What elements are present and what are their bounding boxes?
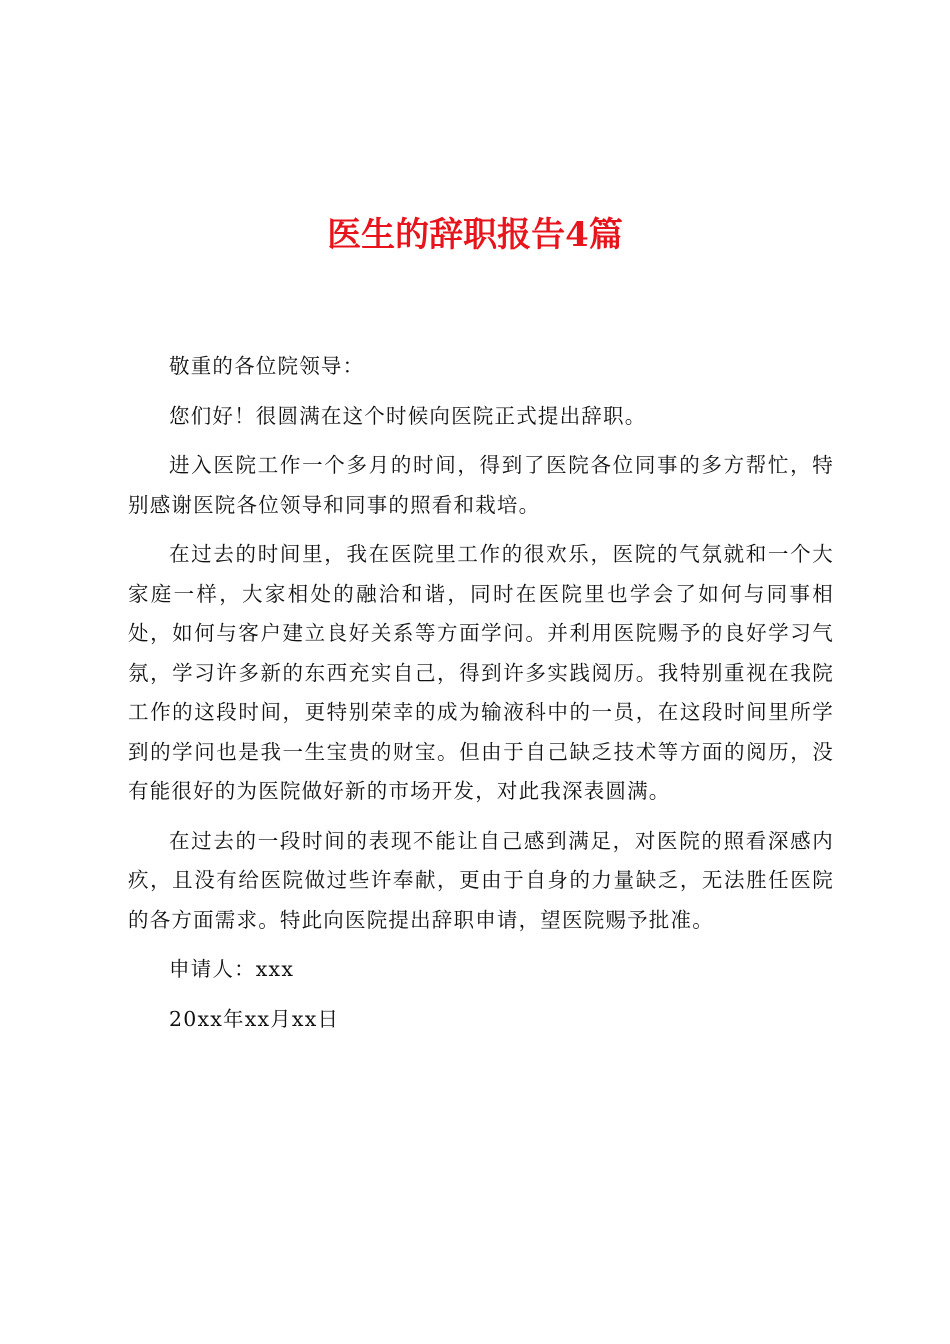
document-body [128,347,834,1049]
paragraph-experience: 在过去的时间里，我在医院里工作的很欢乐，医院的气氛就和一个大家庭一样，大家相处的融洽和谐，同时在医院里也学会了如何与同事相处，如何与客户建立良好关系等方面学问。并利用医院赐予的良好学习气氛，学习许多新的东西充实自己，得到许多实践阅历。我特别重视在我院工作的这段时间，更特别荣幸的成为输液科中的一员，在这段时间里所学到的学问也是我一生宝贵的财宝。但由于自己缺乏技术等方面的阅历，没有能很好的为医院做好新的市场开发，对此我深表圆满。 [128,542,834,803]
paragraph-greeting: 您们好！很圆满在这个时候向医院正式提出辞职。 [169,403,647,428]
document-title: 医生的辞职报告4篇 [327,215,623,255]
paragraph-thanks: 进入医院工作一个多月的时间，得到了医院各位同事的多方帮忙，特别感谢医院各位领导和同事的照看和栽培。 [128,453,834,517]
salutation: 敬重的各位院领导： [169,354,365,378]
date-line: 20xx年xx月xx日 [169,1006,340,1031]
applicant-line: 申请人：xxx [169,957,295,981]
paragraph-request: 在过去的一段时间的表现不能让自己感到满足，对医院的照看深感内疚，且没有给医院做过些许奉献，更由于自身的力量缺乏，无法胜任医院的各方面需求。特此向医院提出辞职申请，望医院赐予批准。 [128,828,834,932]
